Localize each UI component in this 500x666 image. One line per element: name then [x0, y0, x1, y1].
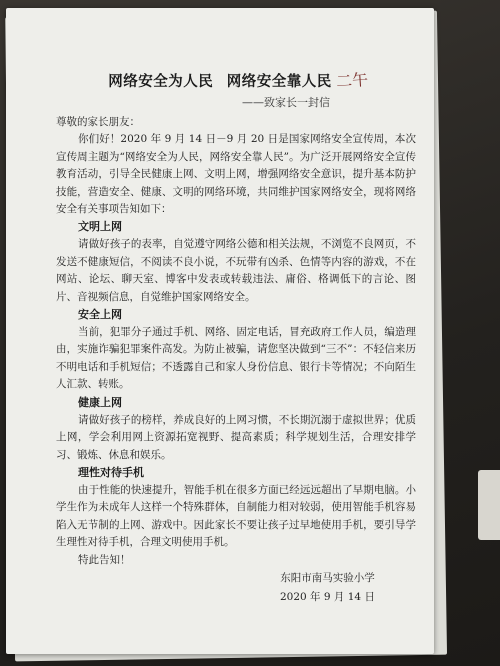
- intro-paragraph: 你们好！2020 年 9 月 14 日－9 月 20 日是国家网络安全宣传周，本次宣传周主题为“网络安全为人民，网络安全靠人民”。为广泛开展网络安全宣传教育活动，引导全民健康上网、文明上网，增强网络安全意识，提升基本防护技能，营造安全、健康、文明的网络环境，共同维护国家网络安全，现将网络安全有关事项告知如下：: [56, 133, 416, 216]
- section-heading-civil: 文明上网: [78, 220, 122, 234]
- letter-page: [6, 8, 434, 654]
- section-text-phone: 由于性能的快速提升，智能手机在很多方面已经远远超出了早期电脑。小学生作为未成年人这样一个特殊群体，自制能力相对较弱，使用智能手机容易陷入无节制的上网、游戏中。因此家长不要让孩子过早地使用手机，要引导学生理性对待手机，合理文明使用手机。: [56, 483, 416, 549]
- title-part-1: 网络安全为人民: [108, 74, 214, 90]
- desk-object: [478, 470, 500, 540]
- section-heading-phone: 理性对待手机: [78, 465, 144, 479]
- salutation: 尊敬的家长朋友：: [56, 116, 140, 128]
- signature-date: 2020 年 9 月 14 日: [280, 591, 375, 603]
- signature-organization: 东阳市南马实验小学: [280, 572, 375, 584]
- letter-title: [6, 70, 434, 91]
- section-heading-health: 健康上网: [78, 395, 122, 409]
- section-text-health: 请做好孩子的榜样，养成良好的上网习惯，不长期沉溺于虚拟世界；优质上网，学会利用网上资源拓宽视野、提高素质；科学规划生活，合理安排学习、锻炼、休息和娱乐。: [56, 413, 416, 461]
- letter-byline: ——致家长一封信: [242, 96, 330, 109]
- closing-line: 特此告知！: [78, 553, 131, 566]
- letter-body: [56, 114, 416, 569]
- title-part-2: 网络安全靠人民: [226, 74, 332, 90]
- section-text-civil: 请做好孩子的表率，自觉遵守网络公德和相关法规，不浏览不良网页，不发送不健康短信，不阅读不良小说，不玩带有凶杀、色情等内容的游戏，不在网站、论坛、聊天室、博客中发表或转载违法、庸俗、格调低下的言论、图片、音视频信息，自觉维护国家网络安全。: [56, 238, 416, 303]
- section-heading-safety: 安全上网: [78, 308, 122, 322]
- signature-block: [280, 569, 375, 607]
- section-text-safety: 当前，犯罪分子通过手机、网络、固定电话，冒充政府工作人员，编造理由，实施诈骗犯罪案件高发。为防止被骗，请您坚决做到“三不”：不轻信来历不明电话和手机短信；不透露自己和家人身份信息、银行卡等情况；不向陌生人汇款、转账。: [56, 326, 416, 391]
- handwritten-note: 二午: [335, 69, 369, 92]
